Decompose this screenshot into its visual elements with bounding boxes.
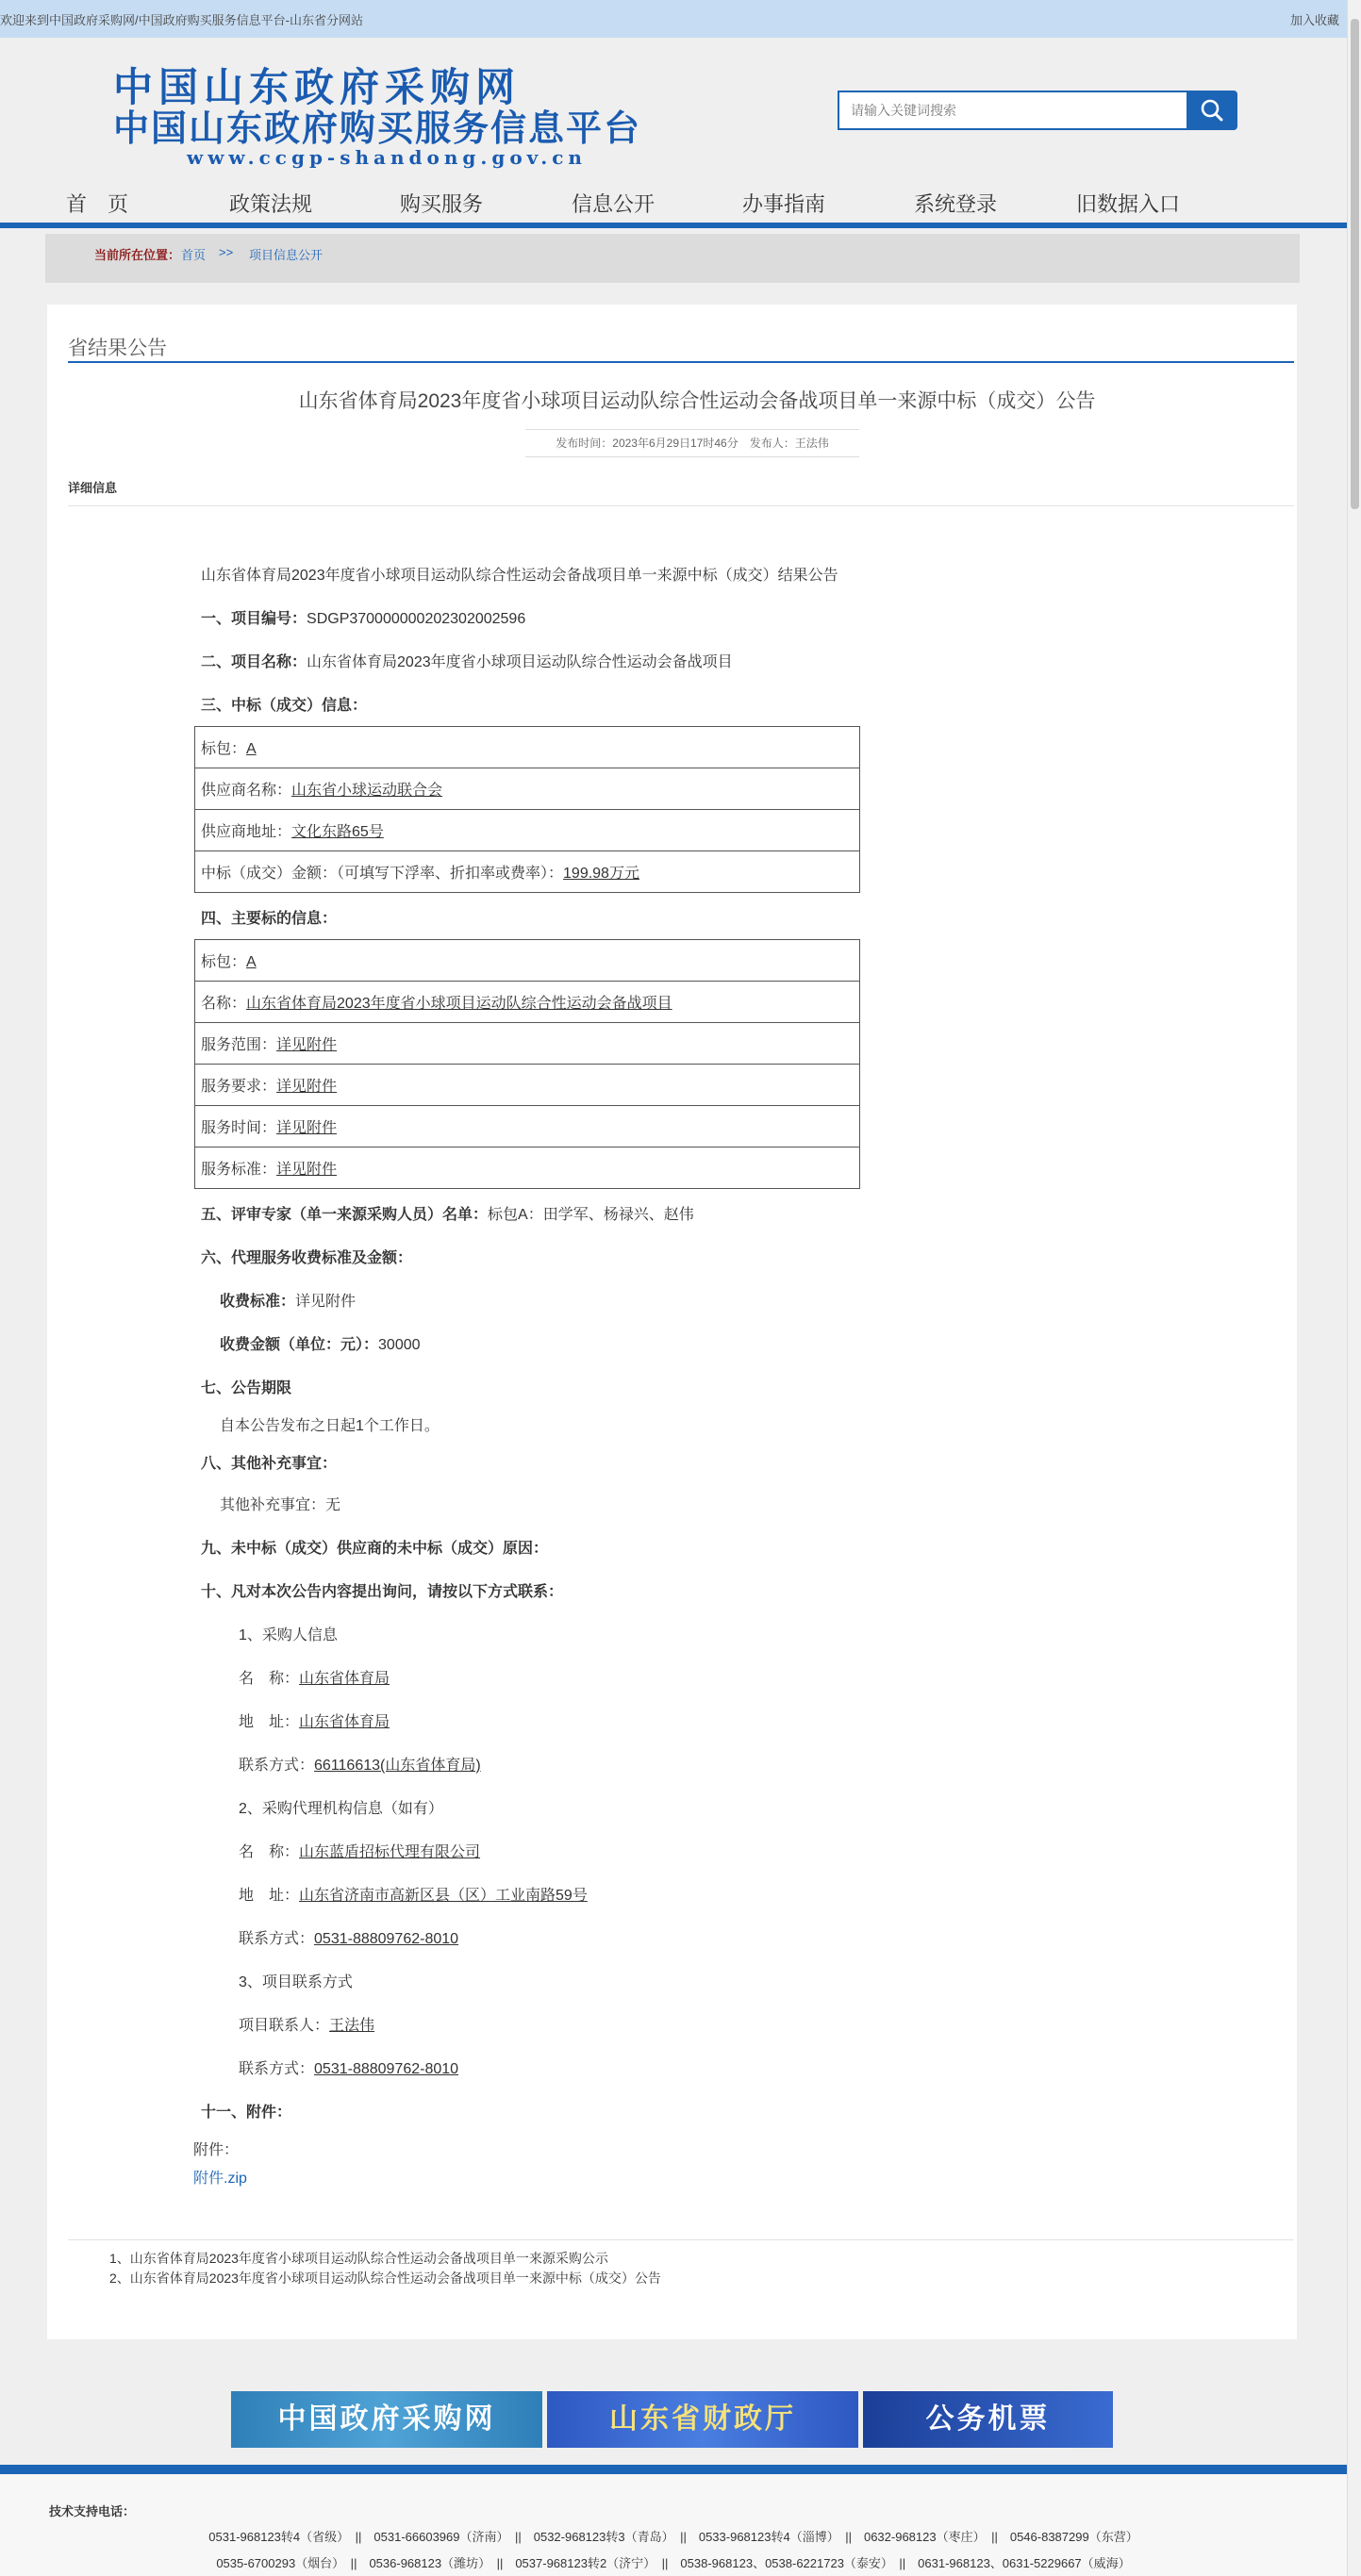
partner-banners <box>231 2391 1113 2448</box>
support-phone-row-2: 0535-6700293（烟台） || 0536-968123（潍坊） || 0537-968123转2（济宁） || 0538-968123、0538-6221723（泰安） || 0631-968123、0631-5229667（威海） <box>216 2556 1131 2570</box>
award-amount: 199.98万元 <box>563 866 639 882</box>
purchaser-name: 名 称：山东省体育局 <box>239 1671 390 1687</box>
supplier-address: 文化东路65号 <box>291 824 384 840</box>
detail-label: 详细信息 <box>68 481 118 495</box>
section-divider <box>68 361 1294 363</box>
nav-guide[interactable]: 办事指南 <box>742 192 826 216</box>
related-link-2[interactable]: 2、山东省体育局2023年度省小球项目运动队综合性运动会备战项目单一来源中标（成交）公告 <box>109 2271 661 2286</box>
project-contact-phone: 联系方式：0531-88809762-8010 <box>239 2061 459 2077</box>
notice-period-heading: 七、公告期限 <box>201 1380 292 1396</box>
footer <box>0 2474 1347 2576</box>
header <box>0 38 1347 179</box>
table-row: 服务范围：详见附件 <box>195 1023 860 1065</box>
table-row: 标包：A <box>195 940 860 982</box>
other-matters: 其他补充事宜：无 <box>220 1497 341 1513</box>
attachment-heading: 十一、附件： <box>201 2105 292 2121</box>
banner-finance-dept[interactable]: 山东省财政厅 <box>547 2391 858 2448</box>
fee-amount: 收费金额（单位：元）：30000 <box>220 1337 421 1353</box>
article-title: 山东省体育局2023年度省小球项目运动队综合性运动会备战项目单一来源中标（成交）公告 <box>298 390 1096 412</box>
banner-ccgp[interactable]: 中国政府采购网 <box>231 2391 542 2448</box>
nav-home[interactable]: 首 页 <box>66 192 129 216</box>
top-bar <box>0 0 1347 38</box>
supplier-name: 山东省小球运动联合会 <box>291 783 443 799</box>
agency-contact: 联系方式：0531-88809762-8010 <box>239 1931 459 1947</box>
nav-purchase-service[interactable]: 购买服务 <box>400 192 484 216</box>
award-info-table <box>194 726 860 893</box>
nav-old-data[interactable]: 旧数据入口 <box>1076 192 1181 216</box>
table-row: 服务要求：详见附件 <box>195 1065 860 1106</box>
logo-line-1: 中国山东政府采购网 <box>113 64 522 110</box>
project-contact-person: 项目联系人：王法伟 <box>239 2018 375 2034</box>
search-input[interactable] <box>838 91 1188 130</box>
notice-period: 自本公告发布之日起1个工作日。 <box>220 1418 440 1434</box>
article-meta: 发布时间：2023年6月29日17时46分 发布人：王法伟 <box>525 429 859 457</box>
logo-url: www.ccgp-shandong.gov.cn <box>187 146 587 169</box>
table-row: 标包：A <box>195 727 860 768</box>
package-value: A <box>246 741 257 757</box>
search-button[interactable] <box>1187 91 1237 130</box>
banner-air-tickets[interactable]: 公务机票 <box>863 2391 1113 2448</box>
breadcrumb <box>45 234 1300 283</box>
breadcrumb-current[interactable]: 项目信息公开 <box>249 248 324 262</box>
related-divider <box>68 2239 1294 2240</box>
agency-name: 名 称：山东蓝盾招标代理有限公司 <box>239 1844 481 1860</box>
search-icon <box>1187 91 1237 130</box>
site-logo[interactable] <box>113 66 651 170</box>
agency-address: 地 址：山东省济南市高新区县（区）工业南路59号 <box>239 1888 588 1904</box>
agency-fee-heading: 六、代理服务收费标准及金额： <box>201 1250 413 1266</box>
add-favorite-link[interactable]: 加入收藏 <box>1289 13 1339 27</box>
table-row: 中标（成交）金额：（可填写下浮率、折扣率或费率）：199.98万元 <box>195 851 860 893</box>
content-panel <box>47 305 1297 2339</box>
project-name <box>201 650 733 671</box>
project-number-label: 一、项目编号： <box>201 611 307 627</box>
other-matters-heading: 八、其他补充事宜： <box>201 1456 338 1472</box>
vertical-scrollbar[interactable] <box>1347 0 1361 2576</box>
fee-standard: 收费标准：详见附件 <box>220 1294 357 1310</box>
support-phone-row-1: 0531-968123转4（省级） || 0531-66603969（济南） || 0532-968123转3（青岛） || 0533-968123转4（淄博） || 0632-968123（枣庄） || 0546-8387299（东营） <box>208 2530 1138 2544</box>
project-contact-title: 3、项目联系方式 <box>239 1974 353 1990</box>
table-row: 服务标准：详见附件 <box>195 1148 860 1189</box>
purchaser-contact: 联系方式：66116613(山东省体育局) <box>239 1758 481 1774</box>
section-title: 省结果公告 <box>68 338 167 359</box>
main-nav <box>0 179 1347 228</box>
expert-list: 五、评审专家（单一来源采购人员）名单：标包A：田学军、杨禄兴、赵伟 <box>201 1207 694 1223</box>
nav-policy[interactable]: 政策法规 <box>229 192 313 216</box>
award-info-heading: 三、中标（成交）信息： <box>201 698 368 714</box>
welcome-text: 欢迎来到中国政府采购网/中国政府购买服务信息平台-山东省分网站 <box>0 13 363 27</box>
footer-divider <box>0 2465 1347 2474</box>
purchaser-info-title: 1、采购人信息 <box>239 1627 338 1643</box>
breadcrumb-label: 当前所在位置： <box>94 248 181 262</box>
search-box <box>838 91 1237 130</box>
nav-info-public[interactable]: 信息公开 <box>572 192 656 216</box>
table-row: 名称：山东省体育局2023年度省小球项目运动队综合性运动会备战项目 <box>195 982 860 1023</box>
related-link-1[interactable]: 1、山东省体育局2023年度省小球项目运动队综合性运动会备战项目单一来源采购公示 <box>109 2251 608 2266</box>
attachment-file-link[interactable]: 附件.zip <box>193 2171 247 2187</box>
contact-heading: 十、凡对本次公告内容提出询问，请按以下方式联系： <box>201 1584 564 1600</box>
main-subject-table <box>194 939 860 1189</box>
breadcrumb-separator: >> <box>219 245 234 259</box>
notice-heading: 山东省体育局2023年度省小球项目运动队综合性运动会备战项目单一来源中标（成交）结果公告 <box>201 568 838 584</box>
project-name-label: 二、项目名称： <box>201 654 307 670</box>
table-row: 供应商地址：文化东路65号 <box>195 810 860 851</box>
agency-info-title: 2、采购代理机构信息（如有） <box>239 1801 443 1817</box>
scrollbar-thumb[interactable] <box>1351 19 1359 509</box>
logo-line-2: 中国山东政府购买服务信息平台 <box>113 107 642 149</box>
detail-divider <box>68 505 1294 506</box>
unsuccessful-reason-heading: 九、未中标（成交）供应商的未中标（成交）原因： <box>201 1541 549 1557</box>
project-number <box>201 606 525 628</box>
purchaser-address: 地 址：山东省体育局 <box>239 1714 390 1730</box>
table-row: 服务时间：详见附件 <box>195 1106 860 1148</box>
project-number-value: SDGP370000000202302002596 <box>307 611 526 627</box>
attachment-label: 附件： <box>193 2142 240 2158</box>
support-phone-label: 技术支持电话： <box>49 2504 136 2518</box>
table-row: 供应商名称：山东省小球运动联合会 <box>195 768 860 810</box>
project-name-value: 山东省体育局2023年度省小球项目运动队综合性运动会备战项目 <box>307 654 733 670</box>
breadcrumb-home[interactable]: 首页 <box>181 248 207 262</box>
main-subject-heading: 四、主要标的信息： <box>201 911 338 927</box>
nav-login[interactable]: 系统登录 <box>914 192 998 216</box>
